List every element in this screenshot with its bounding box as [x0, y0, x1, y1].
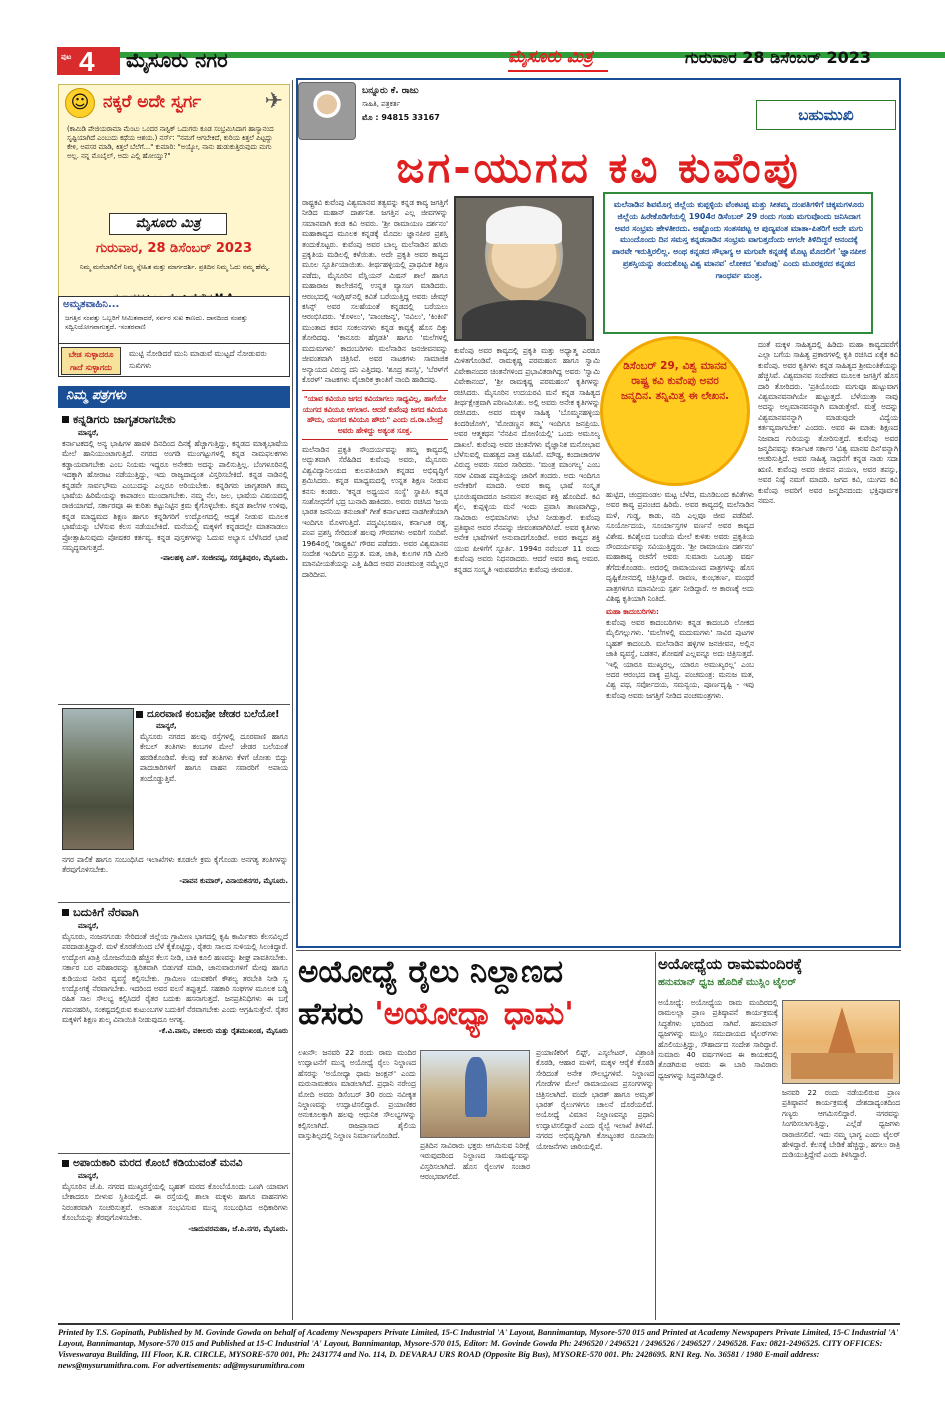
masthead-logo: ಮೈಸೂರು ಮಿತ್ರ — [508, 47, 593, 67]
rail-headline-line1: ಅಯೋಧ್ಯೆ ರೈಲು ನಿಲ್ದಾಣದ — [298, 954, 564, 990]
tile-column-1 — [658, 998, 778, 1081]
letter-title-text: ಕನ್ನಡಿಗರು ಜಾಗೃತರಾಗಬೇಕು — [73, 412, 176, 426]
column-divider — [655, 952, 656, 1320]
letter-body: ಮೈಸೂರು, ನಂಜನಗೂಡು ಸೇರಿದಂತೆ ಜಿಲ್ಲೆಯ ಗ್ರಾಮೀಣ ಭಾಗದಲ್ಲಿ ಕೃಷಿ ಕಾರ್ಮಿಕರು ಕೆಲಸವಿಲ್ಲದೆ ಪರದಾಡುತ್ತಿದ್ದಾರೆ. ಮಳೆ ಕೊರತೆಯಿಂದ ಬೆಳೆ ಕೈಕೊಟ್ಟಿದ್ದು, ರೈತರು ಸಾಲದ ಸುಳಿಯಲ್ಲಿ ಸಿಲುಕಿದ್ದಾರೆ. ಉದ್ಯೋಗ ಖಾತ್ರಿ ಯೋಜನೆಯಡಿ ಹೆಚ್ಚಿನ ಕೆಲಸ ನೀಡಿ, ಬಾಕಿ ಕೂಲಿ ಹಣವನ್ನು ಶೀಘ್ರ ಪಾವತಿಸಬೇಕು. ಸರ್ಕಾರ ಬರ ಪರಿಹಾರವನ್ನು ತ್ವರಿತವಾಗಿ ಬಿಡುಗಡೆ ಮಾಡಿ, ಜಾನುವಾರುಗಳಿಗೆ ಮೇವು ಹಾಗೂ ಕುಡಿಯುವ ನೀರಿನ ವ್ಯವಸ್ಥೆ ಕಲ್ಪಿಸಬೇಕು. ಗ್ರಾಮೀಣ ಯುವಕರಿಗೆ ಕೌಶಲ್ಯ ತರಬೇತಿ ನೀಡಿ ಸ್ವ ಉದ್ಯೋಗಕ್ಕೆ ನೆರವಾಗಬೇಕು. ಇದರಿಂದ ಅವರ ವಲಸೆ ತಪ್ಪುತ್ತದೆ. ಸಹಕಾರಿ ಸಂಘಗಳ ಮೂಲಕ ಬಡ್ಡಿ ರಹಿತ ಸಾಲ ಸೌಲಭ್ಯ ಕಲ್ಪಿಸಿದರೆ ರೈತರ ಬದುಕು ಹಸನಾಗುತ್ತದೆ. ಜನಪ್ರತಿನಿಧಿಗಳು ಈ ಬಗ್ಗೆ ಗಮನಹರಿಸಿ, ಸಂಕಷ್ಟದಲ್ಲಿರುವ ಕುಟುಂಬಗಳ ಬದುಕಿಗೆ ನೆರವಾಗಬೇಕು ಎಂದು ಆಗ್ರಹಿಸುತ್ತೇನೆ. ರೈತರ ಮಕ್ಕಳಿಗೆ ಶಿಕ್ಷಣ ಶುಲ್ಕ ವಿನಾಯಿತಿ ನೀಡುವುದೂ ಅಗತ್ಯ. — [62, 932, 288, 1025]
letter-body: ಮೈಸೂರು ನಗರದ ಹಲವು ರಸ್ತೆಗಳಲ್ಲಿ ದೂರವಾಣಿ ಹಾಗೂ ಕೇಬಲ್ ತಂತಿಗಳು ಕಂಬಗಳ ಮೇಲೆ ಜೇಡರ ಬಲೆಯಂತೆ ಹರಡಿಕೊಂಡಿವೆ. ಕೆಲವು ಕಡೆ ತಂತಿಗಳು ಕೆಳಗೆ ಜೋತು ಬಿದ್ದು ಪಾದಚಾರಿಗಳಿಗೆ ಹಾಗೂ ವಾಹನ ಸವಾರರಿಗೆ ಅಪಾಯ ತಂದೊಡ್ಡುತ್ತಿವೆ. — [140, 732, 288, 783]
letter-body: ಕರ್ನಾಟಕದಲ್ಲಿ ಅನ್ಯ ಭಾಷಿಗಳ ಹಾವಳಿ ದಿನದಿಂದ ದಿನಕ್ಕೆ ಹೆಚ್ಚಾಗುತ್ತಿದ್ದು, ಕನ್ನಡದ ಮಾತೃಭಾಷೆಯ ಮೇಲೆ ಹಾನಿಯುಂಟಾಗುತ್ತಿದೆ. ನಗರದ ಅಂಗಡಿ ಮುಂಗಟ್ಟುಗಳಲ್ಲಿ ಕನ್ನಡ ನಾಮಫಲಕಗಳು ಕಡ್ಡಾಯವಾಗಬೇಕು ಎಂಬ ನಿಯಮ ಇದ್ದರೂ ಅನೇಕರು ಅದನ್ನು ಪಾಲಿಸುತ್ತಿಲ್ಲ. ಬೆಂಗಳೂರಿನಲ್ಲಿ ಇದಕ್ಕಾಗಿ ಹೋರಾಟ ನಡೆಯುತ್ತಿದ್ದು, ಇದು ರಾಜ್ಯದಾದ್ಯಂತ ವಿಸ್ತರಿಸಬೇಕಿದೆ. ಕನ್ನಡ ನಾಡಿನಲ್ಲಿ ಕನ್ನಡವೇ ಸಾರ್ವಭೌಮ ಎಂಬುದನ್ನು ಎಲ್ಲರೂ ಅರಿಯಬೇಕು. ಕನ್ನಡಿಗರು ಜಾಗೃತರಾಗಿ ತಮ್ಮ ಭಾಷೆಯ ಹಿರಿಮೆಯನ್ನು ಕಾಪಾಡಲು ಮುಂದಾಗಬೇಕು. ನಮ್ಮ ನೆಲ, ಜಲ, ಭಾಷೆಯ ವಿಷಯದಲ್ಲಿ ರಾಜಿಯಾಗದೆ, ಸರ್ಕಾರವೂ ಈ ಕುರಿತು ಕಟ್ಟುನಿಟ್ಟಿನ ಕ್ರಮ ಕೈಗೊಳ್ಳಬೇಕು. ಕನ್ನಡ ಶಾಲೆಗಳ ಉಳಿವು, ಕನ್ನಡ ಮಾಧ್ಯಮದ ಶಿಕ್ಷಣ ಹಾಗೂ ಕನ್ನಡಿಗರಿಗೆ ಉದ್ಯೋಗದಲ್ಲಿ ಆದ್ಯತೆ ನೀಡುವ ಮೂಲಕ ಭಾಷೆಯನ್ನು ಬೆಳೆಸುವ ಕೆಲಸ ನಡೆಯಬೇಕಿದೆ. ಮನೆಯಲ್ಲಿ ಮಕ್ಕಳಿಗೆ ಕನ್ನಡದಲ್ಲೇ ಮಾತನಾಡಲು ಪ್ರೋತ್ಸಾಹಿಸುವುದು ಪೋಷಕರ ಕರ್ತವ್ಯ. ಕನ್ನಡ ಪುಸ್ತಕಗಳನ್ನು ಓದುವ ಅಭ್ಯಾಸ ಬೆಳೆಸಿದರೆ ಭಾಷೆ ಸಮೃದ್ಧವಾಗುತ್ತದೆ. — [62, 439, 288, 553]
mini-masthead-date: ಗುರುವಾರ, 28 ಡಿಸೆಂಬರ್ 2023 — [95, 241, 253, 256]
rail-column-1 — [298, 1048, 416, 1142]
feature-column-2 — [454, 346, 600, 575]
letter-title — [136, 709, 288, 720]
letter-item — [140, 709, 288, 784]
letter-title — [62, 412, 288, 427]
proverb-text: ಮುಟ್ಟಿ ನೋಡಿದರೆ ಮುನಿ ಮಾಡುವೆ ಮುಟ್ಟದೆ ನೋಡುವರು ಸುಖಿಗಳು — [129, 349, 267, 370]
feature-text: ಹುಟ್ಟಿದ, ಚಂದ್ರಮಂಡಲ ಮಟ್ಟ ಬೆಳೆದ, ಮೂಡಿಬಂದ ಕವಿತೆಗಳು ಅವರ ಕಾವ್ಯ ಪ್ರಪಂಚದ ಹಿರಿಮೆ. ಅವರ ಕಾವ್ಯದಲ್ಲಿ ಮಲೆನಾಡಿನ ಮಳೆ, ಗುಡ್ಡ, ಕಾಡು, ನದಿ ಎಲ್ಲವೂ ಜೀವ ಪಡೆದಿವೆ. ಸೂರ್ಯೋದಯ, ಸೂರ್ಯಾಸ್ತಗಳ ವರ್ಣನೆ ಅವರ ಕಾವ್ಯದ ವಿಶೇಷ. ಕವಿಶೈಲದ ಬಂಡೆಯ ಮೇಲೆ ಕುಳಿತು ಅವರು ಪ್ರಕೃತಿಯ ಸೌಂದರ್ಯವನ್ನು ಸವಿಯುತ್ತಿದ್ದರು. 'ಶ್ರೀ ರಾಮಾಯಣ ದರ್ಶನಂ' ಮಹಾಕಾವ್ಯ ರಚನೆಗೆ ಅವರು ಸುಮಾರು ಒಂಬತ್ತು ವರ್ಷ ತೆಗೆದುಕೊಂಡರು. ಅದರಲ್ಲಿ ರಾಮಾಯಣದ ಪಾತ್ರಗಳನ್ನು ಹೊಸ ದೃಷ್ಟಿಕೋನದಲ್ಲಿ ಚಿತ್ರಿಸಿದ್ದಾರೆ. ರಾವಣ, ಕುಂಭಕರ್ಣ, ಮಂಥರೆ ಪಾತ್ರಗಳಿಗೂ ಮಾನವೀಯ ಸ್ಪರ್ಶ ನೀಡಿದ್ದಾರೆ. ಆ ಕಾರಣಕ್ಕೆ ಅದು ವಿಶಿಷ್ಟ ಕೃತಿಯಾಗಿ ನಿಂತಿದೆ. — [606, 490, 754, 604]
rail-column-2 — [420, 1141, 530, 1183]
author-role: ಸಾಹಿತಿ, ಪತ್ರಕರ್ತ — [362, 100, 401, 108]
tile-subhead: ಹನುಮಾನ್ ಧ್ವಜ ಹೊದಿಕೆ ಮುಸ್ಲಿಂ ಟೈಲರ್ — [658, 977, 797, 988]
rail-text: ಪ್ರಯಾಣಿಕರಿಗೆ ಲಿಫ್ಟ್, ಎಸ್ಕಲೇಟರ್, ವಿಶ್ರಾಂತಿ ಕೊಠಡಿ, ಆಹಾರ ಮಳಿಗೆ, ಮಕ್ಕಳ ಆರೈಕೆ ಕೊಠಡಿ ಸೇರಿದಂತೆ ಅನೇಕ ಸೌಲಭ್ಯಗಳಿವೆ. ನಿಲ್ದಾಣದ ಗೋಡೆಗಳ ಮೇಲೆ ರಾಮಾಯಣದ ಪ್ರಸಂಗಗಳನ್ನು ಚಿತ್ರಿಸಲಾಗಿದೆ. ವಂದೇ ಭಾರತ್ ಹಾಗೂ ಅಮೃತ್ ಭಾರತ್ ರೈಲುಗಳಿಗೂ ಚಾಲನೆ ದೊರೆಯಲಿದೆ. ಅಯೋಧ್ಯೆ ವಿಮಾನ ನಿಲ್ದಾಣವನ್ನೂ ಪ್ರಧಾನಿ ಉದ್ಘಾಟಿಸಲಿದ್ದಾರೆ ಎಂದು ರೈಲ್ವೆ ಇಲಾಖೆ ತಿಳಿಸಿದೆ. ನಗರದ ಅಭಿವೃದ್ಧಿಗಾಗಿ ಕೋಟ್ಯಂತರ ರೂಪಾಯಿ ಯೋಜನೆಗಳು ಜಾರಿಯಲ್ಲಿವೆ. — [536, 1048, 654, 1151]
feature-text: ರಾಷ್ಟ್ರಕವಿ ಕುವೆಂಪು ವಿಶ್ವಮಾನವ ತತ್ವವನ್ನು ಕನ್ನಡ ಕಾವ್ಯ ಜಗತ್ತಿಗೆ ನೀಡಿದ ಮಹಾನ್ ದಾರ್ಶನಿಕ. ಜಗತ್ತಿನ ಎಲ್ಲ ಜೀವಗಳನ್ನು ಸಮಾನವಾಗಿ ಕಂಡ ಕವಿ ಅವರು. 'ಶ್ರೀ ರಾಮಾಯಣ ದರ್ಶನಂ' ಮಹಾಕಾವ್ಯದ ಮೂಲಕ ಕನ್ನಡಕ್ಕೆ ಮೊದಲ ಜ್ಞಾನಪೀಠ ಪ್ರಶಸ್ತಿ ತಂದುಕೊಟ್ಟರು. ಕುವೆಂಪು ಅವರ ಬಾಲ್ಯ ಮಲೆನಾಡಿನ ಹಸಿರು ಪ್ರಕೃತಿಯ ಮಡಿಲಲ್ಲಿ ಕಳೆಯಿತು. ಅದೇ ಪ್ರಕೃತಿ ಅವರ ಕಾವ್ಯದ ಮೂಲ ಸ್ಫೂರ್ತಿಯಾಯಿತು. ತೀರ್ಥಹಳ್ಳಿಯಲ್ಲಿ ಪ್ರಾಥಮಿಕ ಶಿಕ್ಷಣ ಪಡೆದು, ಮೈಸೂರಿನ ವೆಸ್ಲಿಯನ್ ಮಿಷನ್ ಶಾಲೆ ಹಾಗೂ ಮಹಾರಾಜ ಕಾಲೇಜಿನಲ್ಲಿ ಉನ್ನತ ವ್ಯಾಸಂಗ ಮಾಡಿದರು. ಆರಂಭದಲ್ಲಿ ಇಂಗ್ಲಿಷ್‌ನಲ್ಲಿ ಕವಿತೆ ಬರೆಯುತ್ತಿದ್ದ ಅವರು ಜೇಮ್ಸ್ ಕಸಿನ್ಸ್ ಅವರ ಸಲಹೆಯಂತೆ ಕನ್ನಡದಲ್ಲಿ ಬರೆಯಲು ಆರಂಭಿಸಿದರು. 'ಕೊಳಲು', 'ಪಾಂಚಜನ್ಯ', 'ನವಿಲು', 'ಕಿಂಕಿಣಿ' ಮುಂತಾದ ಕವನ ಸಂಕಲನಗಳು ಕನ್ನಡ ಕಾವ್ಯಕ್ಕೆ ಹೊಸ ದಿಕ್ಕು ತೋರಿದವು. 'ಕಾನೂರು ಹೆಗ್ಗಡತಿ' ಹಾಗೂ 'ಮಲೆಗಳಲ್ಲಿ ಮದುಮಗಳು' ಕಾದಂಬರಿಗಳು ಮಲೆನಾಡಿನ ಜನಜೀವನವನ್ನು ಜೀವಂತವಾಗಿ ಚಿತ್ರಿಸಿವೆ. ಅವರ ನಾಟಕಗಳು ಸಾಮಾಜಿಕ ಅನ್ಯಾಯದ ವಿರುದ್ಧ ದನಿ ಎತ್ತಿದವು. 'ಶೂದ್ರ ತಪಸ್ವಿ', 'ಬೆರಳ್‌ಗೆ ಕೊರಳ್' ನಾಟಕಗಳು ವೈಚಾರಿಕ ಕ್ರಾಂತಿಗೆ ನಾಂದಿ ಹಾಡಿದವು. — [302, 198, 448, 384]
laughing-face-icon: ☺ — [65, 88, 95, 118]
letter-signature: -ಪಾಲಹಳ್ಳಿ ಎಸ್. ಸಂಜೀವಪ್ಪ, ಸರಸ್ವತಿಪುರಂ, ಮೈಸೂರು. — [160, 554, 288, 563]
humor-title-bar — [63, 87, 285, 123]
author-name: ಬನ್ನೂರು ಕೆ. ರಾಜು — [362, 86, 419, 96]
feature-column-1 — [302, 198, 448, 580]
humor-title: ನಕ್ಕರೆ ಅದೇ ಸ್ವರ್ಗ — [103, 92, 202, 112]
letter-salutation: ಮಾನ್ಯರೆ, — [78, 429, 99, 437]
tile-headline: ಅಯೋಧ್ಯೆಯ ರಾಮಮಂದಿರಕ್ಕೆ — [658, 955, 803, 973]
divider — [58, 1153, 290, 1154]
letter-salutation: ಮಾನ್ಯರೆ, — [156, 722, 177, 730]
rail-text: ಲಖನೌ: ಜನವರಿ 22 ರಂದು ರಾಮ ಮಂದಿರ ಉದ್ಘಾಟನೆಗೆ ಮುನ್ನ ಅಯೋಧ್ಯೆ ರೈಲು ನಿಲ್ದಾಣದ ಹೆಸರನ್ನು 'ಅಯೋಧ್ಯಾ ಧಾಮ ಜಂಕ್ಷನ್' ಎಂದು ಮರುನಾಮಕರಣ ಮಾಡಲಾಗಿದೆ. ಪ್ರಧಾನಿ ನರೇಂದ್ರ ಮೋದಿ ಅವರು ಡಿಸೆಂಬರ್ 30 ರಂದು ನವೀಕೃತ ನಿಲ್ದಾಣವನ್ನು ಉದ್ಘಾಟಿಸಲಿದ್ದಾರೆ. ಪ್ರಯಾಣಿಕರ ಅನುಕೂಲಕ್ಕಾಗಿ ಹಲವು ಆಧುನಿಕ ಸೌಲಭ್ಯಗಳನ್ನು ಕಲ್ಪಿಸಲಾಗಿದೆ. ರಾಜಪ್ರಾಸಾದ ಶೈಲಿಯ ವಾಸ್ತುಶಿಲ್ಪದಲ್ಲಿ ನಿಲ್ದಾಣ ನಿರ್ಮಾಣಗೊಂಡಿದೆ. — [298, 1048, 416, 1141]
tile-text: ಜನವರಿ 22 ರಂದು ನಡೆಯಲಿರುವ ಪ್ರಾಣ ಪ್ರತಿಷ್ಠಾಪನೆ ಕಾರ್ಯಕ್ರಮಕ್ಕೆ ದೇಶದಾದ್ಯಂತದಿಂದ ಗಣ್ಯರು ಆಗಮಿಸಲಿದ್ದಾರೆ. ನಗರವನ್ನು ಸಿಂಗರಿಸಲಾಗುತ್ತಿದ್ದು, ಎಲ್ಲೆಡೆ ಧ್ವಜಗಳು ರಾರಾಜಿಸಲಿವೆ. ಇದು ನಮ್ಮ ಭಾಗ್ಯ ಎಂದು ಟೈಲರ್ ಹೇಳಿದ್ದಾರೆ. ಕೆಲಸಕ್ಕೆ ಬೇಡಿಕೆ ಹೆಚ್ಚಿದ್ದು, ಹಗಲು ರಾತ್ರಿ ದುಡಿಯುತ್ತಿದ್ದೇವೆ ಎಂದು ತಿಳಿಸಿದ್ದಾರೆ. — [782, 1088, 900, 1160]
divider — [58, 902, 290, 903]
section-tag: ಬಹುಮುಖಿ — [756, 100, 896, 130]
letter-signature: -ಕೆ.ವಿ.ವಾಸು, ವಕೀಲರು ಮತ್ತು ರೈತಮುಖಂಡ, ಮೈಸೂರು — [158, 1026, 288, 1035]
letter-item — [62, 412, 288, 563]
letter-item — [62, 905, 288, 1036]
rail-text: ಪ್ರತಿದಿನ ಸಾವಿರಾರು ಭಕ್ತರು ಆಗಮಿಸುವ ನಿರೀಕ್ಷೆ ಇರುವುದರಿಂದ ನಿಲ್ದಾಣದ ಸಾಮರ್ಥ್ಯವನ್ನು ವಿಸ್ತರಿಸಲಾಗಿದೆ. ಹೊಸ ರೈಲುಗಳ ಸಂಚಾರ ಆರಂಭವಾಗಲಿದೆ. — [420, 1141, 530, 1182]
rail-headline-line2 — [298, 994, 663, 1034]
telephone-pole-photo — [62, 708, 134, 850]
portrait-hair — [486, 206, 562, 244]
proverb-box — [58, 343, 290, 377]
feature-headline: ಜಗ-ಯುಗದ ಕವಿ ಕುವೆಂಪು — [396, 143, 801, 192]
letter-signature: -ಪಾವನ ಕುಮಾರ್, ವಿನಾಯಕನಗರ, ಮೈಸೂರು. — [179, 876, 288, 885]
feature-column-4 — [758, 340, 898, 507]
column-divider — [292, 80, 293, 1320]
cartoon-figure-icon: ✈ — [264, 89, 283, 114]
temple-spire — [827, 1007, 857, 1057]
humor-joke: (ಕಾಮಿಡಿ ಪೇಜಿಯರಾಮಾ ಮೆಂಟು ಒಂದರ ನಾಸ್ಟಿಕ್ ಒದುಗರು ಕೂಡ ಸಂಭ್ರಮಿಸಿದಾಗ ಹಾಸ್ಯಾನಂದ ಸೃಷ್ಟಿಯಾಗಿದೆ ಎಂಬುದು ಕಥೆಯ ಆಶಯ.) ನರ್ಸ್: "ನಮಗೆ ಆಗಬೇಕಿದೆ, ಕುರಿಯ ಕಿತ್ತಲೆ ಪಿಟ್ಟದ್ದು ಕೇಳಿ, ಅವಸರ ಮಾಡಿ, ಕಿತ್ತಲೆ ಬೆಲೆಗೆ..." ಕುಮಾರಿ: "ಅಯ್ಯೋ, ನಾನು ಹುಡುಕುತ್ತಿರುವುದು ಮಗು ಅಲ್ಲ. ನನ್ನ ಮೊಬೈಲ್, ಅದು ಎಲ್ಲಿ ಹೋಯ್ತು?" — [67, 125, 274, 160]
callout-text: ಡಿಸೆಂಬರ್ 29, ವಿಶ್ವ ಮಾನವ ರಾಷ್ಟ್ರ ಕವಿ ಕುವೆಂಪು ಅವರ ಜನ್ಮದಿನ. ತನ್ನಿಮಿತ್ತ ಈ ಲೇಖನ. — [620, 360, 730, 402]
temple-photo — [782, 1000, 900, 1084]
issue-date: ಗುರುವಾರ 28 ಡಿಸೆಂಬರ್ 2023 — [685, 48, 871, 67]
feature-column-3 — [606, 490, 754, 701]
quote-title: ಅಮೃತವಾಹಿನಿ... — [63, 299, 120, 310]
mini-masthead: ಮೈಸೂರು ಮಿತ್ರ — [109, 213, 227, 235]
feature-subhead: ಮಹಾ ಕಾದಂಬರಿಗಳು: — [606, 607, 659, 617]
page-number: 4 — [79, 46, 95, 77]
letter-title-text: ದೂರವಾಣಿ ಕಂಬವೋ ಜೇಡರ ಬಲೆಯೋ! — [147, 709, 280, 720]
divider — [58, 704, 290, 705]
letter-signature: -ಜಾದುವರಮಹಾ, ಜೆ.ಪಿ.ನಗರ, ಮೈಸೂರು. — [188, 1224, 288, 1233]
feature-intro-box — [603, 192, 873, 334]
letter-title — [62, 1157, 288, 1170]
letter-title-text: ಅಪಾಯಕಾರಿ ಮರದ ಕೊಂಬೆ ಕಡಿಯುವಂತೆ ಮನವಿ — [73, 1157, 243, 1169]
page-number-badge — [57, 47, 120, 75]
birthday-callout — [600, 336, 750, 486]
bullet-square-icon — [62, 909, 69, 916]
feature-intro-text: ಮಲೆನಾಡಿನ ಶಿವಮೊಗ್ಗ ಜಿಲ್ಲೆಯ ಕುಪ್ಪಳ್ಳಿಯ ವೆಂಕಟಪ್ಪ ಮತ್ತು ಸೀತಮ್ಮ ದಂಪತಿಗಳಿಗೆ ಚಿಕ್ಕಮಗಳೂರು ಜಿಲ್ಲೆಯ ಹಿರೇಕೊಡಿಗೆಯಲ್ಲಿ 1904ರ ಡಿಸೆಂಬರ್ 29 ರಂದು ಗಂಡು ಮಗುವೊಂದು ಜನಿಸಿದಾಗ ಅವರ ಸಂಭ್ರಮ ಹೇಳತೀರದು. ಅಷ್ಟೊಂದು ಸಂತಸಪಟ್ಟ ಆ ಪುಣ್ಯವಂತ ಮಾತಾ-ಪಿತರಿಗೆ ಅದೇ ಮಗು ಮುಂದೊಂದು ದಿನ ಸಮಸ್ತ ಕನ್ನಡನಾಡಿನ ಸಂಭ್ರಮ ವಾಗುತ್ತದೆಂದು ಆಗಲೇ ತಿಳಿದಿದ್ದರೆ ಆನಂದಕ್ಕೆ ಪಾರವೇ ಇರುತ್ತಿರಲಿಲ್ಲ. ಅಂಥ ಕನ್ನಡದ ಸೌಭಾಗ್ಯ ಆ ಮಗುವೇ ಕನ್ನಡಕ್ಕೆ ಮೊಟ್ಟ ಮೊದಲಿಗೆ 'ಜ್ಞಾನಪೀಠ ಪ್ರಶಸ್ತಿಯನ್ನು ತಂದುಕೊಟ್ಟ ವಿಶ್ವ ಮಾನವ' ಲೋಕದ 'ಕುವೆಂಪು' ಎಂದು ಮೂರಕ್ಷರದ ಕನ್ನಡದ ಗಾಂಧರ್ವ ಮಂತ್ರ. — [612, 200, 866, 280]
tile-column-2 — [782, 1088, 900, 1161]
mini-masthead-info: ನಿಮ್ಮ ಮನೆಬಾಗಿಲಿಗೆ ನಿಮ್ಮ ಸ್ನೇಹಿತ ಮತ್ತು ಮಾರ್ಗದರ್ಶಿ. ಪ್ರತಿದಿನ ನಿಮ್ಮ ಓದು ನಮ್ಮ ಹೆಮ್ಮೆ. — [79, 263, 270, 271]
tile-text: ಅಯೋಧ್ಯೆ: ಅಯೋಧ್ಯೆಯ ರಾಮ ಮಂದಿರದಲ್ಲಿ ರಾಮಲಲ್ಲಾ ಪ್ರಾಣ ಪ್ರತಿಷ್ಠಾಪನೆ ಕಾರ್ಯಕ್ರಮಕ್ಕೆ ಸಿದ್ಧತೆಗಳು ಭರದಿಂದ ಸಾಗಿವೆ. ಹನುಮಾನ್ ಧ್ವಜಗಳನ್ನು ಮುಸ್ಲಿಂ ಸಮುದಾಯದ ಟೈಲರ್‌ಗಳು ಹೊಲಿಯುತ್ತಿದ್ದು, ಸೌಹಾರ್ದದ ಸಂದೇಶ ಸಾರಿದ್ದಾರೆ. ಸುಮಾರು 40 ವರ್ಷಗಳಿಂದ ಈ ಕಾಯಕದಲ್ಲಿ ತೊಡಗಿರುವ ಅವರು ಈ ಬಾರಿ ಸಾವಿರಾರು ಧ್ವಜಗಳನ್ನು ಸಿದ್ಧಪಡಿಸಿದ್ದಾರೆ. — [658, 998, 778, 1080]
rail-headline-red: 'ಅಯೋಧ್ಯಾ ಧಾಮ' — [374, 996, 574, 1032]
statue-figure — [465, 1057, 487, 1117]
temple-base — [791, 1053, 893, 1079]
letter-salutation: ಮಾನ್ಯರೆ, — [78, 1172, 99, 1180]
bullet-square-icon — [62, 416, 69, 423]
feature-text: ದಂತೆ ಮಕ್ಕಳ ಸಾಹಿತ್ಯದಲ್ಲಿ ಹಿಡಿದು ಮಹಾ ಕಾವ್ಯದವರೆಗೆ ಎಲ್ಲಾ ಬಗೆಯ ಸಾಹಿತ್ಯ ಪ್ರಕಾರಗಳಲ್ಲಿ ಕೃತಿ ರಚಿಸಿದ ಏಕೈಕ ಕವಿ ಕುವೆಂಪು. ಅವರ ಕೃತಿಗಳು ಕನ್ನಡ ಸಾಹಿತ್ಯದ ಶ್ರೀಮಂತಿಕೆಯನ್ನು ಹೆಚ್ಚಿಸಿವೆ. ವಿಶ್ವಮಾನವ ಸಂದೇಶದ ಮೂಲಕ ಜಗತ್ತಿಗೆ ಹೊಸ ದಾರಿ ತೋರಿದರು. 'ಪ್ರತಿಯೊಂದು ಮಗುವೂ ಹುಟ್ಟುವಾಗ ವಿಶ್ವಮಾನವನಾಗಿಯೇ ಹುಟ್ಟುತ್ತದೆ. ಬೆಳೆಯುತ್ತಾ ನಾವು ಅದನ್ನು ಅಲ್ಪಮಾನವನನ್ನಾಗಿ ಮಾಡುತ್ತೇವೆ. ಮತ್ತೆ ಅದನ್ನು ವಿಶ್ವಮಾನವನನ್ನಾಗಿ ಮಾಡುವುದೇ ವಿದ್ಯೆಯ ಕರ್ತವ್ಯವಾಗಬೇಕು' ಎಂದರು. ಅವರ ಈ ಮಾತು ಶಿಕ್ಷಣದ ನಿಜವಾದ ಗುರಿಯನ್ನು ತೋರಿಸುತ್ತದೆ. ಕುವೆಂಪು ಅವರ ಜನ್ಮದಿನವನ್ನು ಕರ್ನಾಟಕ ಸರ್ಕಾರ 'ವಿಶ್ವ ಮಾನವ ದಿನ'ವನ್ನಾಗಿ ಆಚರಿಸುತ್ತಿದೆ. ಅವರ ಸಾಹಿತ್ಯ ಸಾಧನೆಗೆ ಕನ್ನಡ ನಾಡು ಸದಾ ಋಣಿ. ಕುವೆಂಪು ಅವರ ಜೀವನ ಪಯಣ, ಅವರ ತಪಸ್ಸು, ಅವರ ನಿಷ್ಠೆ ನಮಗೆ ಮಾದರಿ. ಜಗದ ಕವಿ, ಯುಗದ ಕವಿ ಕುವೆಂಪು ಅವರಿಗೆ ಅವರ ಜನ್ಮದಿನದಂದು ಭಕ್ತಿಪೂರ್ವಕ ನಮನ. — [758, 340, 898, 506]
portrait-body — [462, 300, 586, 340]
imprint-footer: Printed by T.S. Gopinath, Published by M. Govinde Gowda on behalf of Academy Newspapers Private Limited, 15-C Industrial 'A' Layout, Bannimantap, Mysore-570 015 and Printed at Academy Newspapers Private Limited, 15-C Industrial 'A' Layout, Bannimantap, Mysore-570 015 and Published at 15-C Industrial 'A' Layout, Bannimantap, Mysore-570 015, Editor: M. Govinde Gowda Ph: 2496520 / 2496521 / 2496526 / 2496527 / 2496528. Fax: 0821-2496525. CITY OFFICES: Visveswaraya Building, III Floor, K.R. CIRCLE, MYSORE-570 001, Ph: 2431774 and No. 114, D. DEVARAJ URS ROAD (Opposite Big Bus), MYSORE-570 001. Ph: 2428695. RNI Reg. No. 36581 / 1980 E-mail address: news@mysurumithra.com. For advertisements: ad@mysurumithra.com — [58, 1328, 899, 1370]
bullet-square-icon — [136, 711, 143, 718]
letter-continuation — [62, 855, 288, 886]
author-photo — [298, 82, 356, 140]
footer-rule — [58, 1323, 900, 1325]
feature-text: ಮಲೆನಾಡಿನ ಪ್ರಕೃತಿ ಸೌಂದರ್ಯವನ್ನು ತಮ್ಮ ಕಾವ್ಯದಲ್ಲಿ ಅದ್ಭುತವಾಗಿ ಸೆರೆಹಿಡಿದ ಕುವೆಂಪು ಅವರು, ಮೈಸೂರು ವಿಶ್ವವಿದ್ಯಾನಿಲಯದ ಕುಲಪತಿಯಾಗಿ ಕನ್ನಡದ ಅಭಿವೃದ್ಧಿಗೆ ಶ್ರಮಿಸಿದರು. ಕನ್ನಡ ಮಾಧ್ಯಮದಲ್ಲಿ ಉನ್ನತ ಶಿಕ್ಷಣ ನೀಡುವ ಕನಸು ಕಂಡರು. 'ಕನ್ನಡ ಅಧ್ಯಯನ ಸಂಸ್ಥೆ' ಸ್ಥಾಪಿಸಿ ಕನ್ನಡ ಸಂಶೋಧನೆಗೆ ಭದ್ರ ಬುನಾದಿ ಹಾಕಿದರು. ಅವರು ರಚಿಸಿದ 'ಜಯ ಭಾರತ ಜನನಿಯ ತನುಜಾತೆ' ಗೀತೆ ಕರ್ನಾಟಕದ ನಾಡಗೀತೆಯಾಗಿ ಇಂದಿಗೂ ಮೊಳಗುತ್ತಿದೆ. ಪದ್ಮವಿಭೂಷಣ, ಕರ್ನಾಟಕ ರತ್ನ, ಪಂಪ ಪ್ರಶಸ್ತಿ ಸೇರಿದಂತೆ ಹಲವು ಗೌರವಗಳು ಅವರಿಗೆ ಸಂದಿವೆ. 1964ರಲ್ಲಿ 'ರಾಷ್ಟ್ರಕವಿ' ಗೌರವ ಪಡೆದರು. ಅವರ ವಿಶ್ವಮಾನವ ಸಂದೇಶ ಇಂದಿಗೂ ಪ್ರಸ್ತುತ. ಮತ, ಜಾತಿ, ಕುಲಗಳ ಗಡಿ ಮೀರಿ ಮಾನವೀಯತೆಯನ್ನು ಎತ್ತಿ ಹಿಡಿದ ಅವರ ಪಂಚಮಂತ್ರ ನಮ್ಮೆಲ್ಲರ ದಾರಿದೀಪ. — [302, 444, 449, 579]
masthead-underline — [508, 70, 608, 72]
letters-banner — [58, 386, 290, 408]
feature-text: ಕುವೆಂಪು ಅವರ ಕಾದಂಬರಿಗಳು ಕನ್ನಡ ಕಾದಂಬರಿ ಲೋಕದ ಮೈಲಿಗಲ್ಲುಗಳು. 'ಮಲೆಗಳಲ್ಲಿ ಮದುಮಗಳು' ಸಾವಿರ ಪುಟಗಳ ಬೃಹತ್ ಕಾದಂಬರಿ. ಮಲೆನಾಡಿನ ಹಳ್ಳಿಗಳ ಜನಜೀವನ, ಅಲ್ಲಿನ ಜಾತಿ ವ್ಯವಸ್ಥೆ, ಬಡತನ, ಶೋಷಣೆ ಎಲ್ಲವನ್ನೂ ಅದು ಚಿತ್ರಿಸುತ್ತದೆ. 'ಇಲ್ಲಿ ಯಾರೂ ಮುಖ್ಯರಲ್ಲ, ಯಾರೂ ಅಮುಖ್ಯರಲ್ಲ' ಎಂಬ ಅದರ ಆರಂಭದ ವಾಕ್ಯ ಪ್ರಸಿದ್ಧ. ಪಂಚಮಂತ್ರ: ಮನುಜ ಮತ, ವಿಶ್ವ ಪಥ, ಸರ್ವೋದಯ, ಸಮನ್ವಯ, ಪೂರ್ಣದೃಷ್ಟಿ - ಇವು ಕುವೆಂಪು ಅವರು ಜಗತ್ತಿಗೆ ನೀಡಿದ ಪಂಚಮಂತ್ರಗಳು. — [606, 617, 754, 700]
station-photo — [420, 1050, 530, 1138]
letter-salutation: ಮಾನ್ಯರೆ, — [78, 922, 99, 930]
letter-title — [62, 905, 288, 920]
feature-text: ಕುವೆಂಪು ಅವರ ಕಾವ್ಯದಲ್ಲಿ ಪ್ರಕೃತಿ ಮತ್ತು ಅಧ್ಯಾತ್ಮ ಎರಡೂ ಮಿಳಿತಗೊಂಡಿವೆ. ರಾಮಕೃಷ್ಣ ಪರಮಹಂಸ ಹಾಗೂ ಸ್ವಾಮಿ ವಿವೇಕಾನಂದರ ಚಿಂತನೆಗಳಿಂದ ಪ್ರಭಾವಿತರಾಗಿದ್ದ ಅವರು 'ಸ್ವಾಮಿ ವಿವೇಕಾನಂದ', 'ಶ್ರೀ ರಾಮಕೃಷ್ಣ ಪರಮಹಂಸ' ಕೃತಿಗಳನ್ನು ರಚಿಸಿದರು. ಮೈಸೂರಿನ ಉದಯರವಿ ಮನೆ ಕನ್ನಡ ಸಾಹಿತ್ಯದ ತೀರ್ಥಕ್ಷೇತ್ರವಾಗಿ ಪರಿಣಮಿಸಿತು. ಅಲ್ಲಿ ಅವರು ಅನೇಕ ಕೃತಿಗಳನ್ನು ರಚಿಸಿದರು. ಅವರ ಮಕ್ಕಳ ಸಾಹಿತ್ಯ 'ಬೊಮ್ಮನಹಳ್ಳಿಯ ಕಿಂದರಿಜೋಗಿ', 'ಮೋಡಣ್ಣನ ತಮ್ಮ' ಇಂದಿಗೂ ಜನಪ್ರಿಯ. ಅವರ ಆತ್ಮಕಥನ 'ನೆನಪಿನ ದೋಣಿಯಲ್ಲಿ' ಒಂದು ಅಮೂಲ್ಯ ದಾಖಲೆ. ಕುವೆಂಪು ಅವರ ಚಿಂತನೆಗಳು ವೈಜ್ಞಾನಿಕ ಮನೋಭಾವ ಬೆಳೆಸುವಲ್ಲಿ ಮಹತ್ವದ ಪಾತ್ರ ವಹಿಸಿವೆ. ಮೌಢ್ಯ, ಕಂದಾಚಾರಗಳ ವಿರುದ್ಧ ಅವರು ಸಮರ ಸಾರಿದರು. 'ಮಂತ್ರ ಮಾಂಗಲ್ಯ' ಎಂಬ ಸರಳ ವಿವಾಹ ಪದ್ಧತಿಯನ್ನು ಜಾರಿಗೆ ತಂದರು. ಅದು ಇಂದಿಗೂ ಅನೇಕರಿಗೆ ಮಾದರಿ. ಅವರ ಕಾವ್ಯ ಭಾಷೆ ಸಂಸ್ಕೃತ ಭೂಯಿಷ್ಠವಾದರೂ ಜನಮನ ತಲುಪುವ ಶಕ್ತಿ ಹೊಂದಿದೆ. ಕವಿ ಶೈಲ, ಕುಪ್ಪಳ್ಳಿಯ ಮನೆ ಇಂದು ಪ್ರವಾಸಿ ತಾಣವಾಗಿದ್ದು, ಸಾವಿರಾರು ಅಭಿಮಾನಿಗಳು ಭೇಟಿ ನೀಡುತ್ತಾರೆ. ಕುವೆಂಪು ಪ್ರತಿಷ್ಠಾನ ಅವರ ನೆನಪನ್ನು ಜೀವಂತವಾಗಿರಿಸಿದೆ. ಅವರ ಕೃತಿಗಳು ಅನೇಕ ಭಾಷೆಗಳಿಗೆ ಅನುವಾದಗೊಂಡಿವೆ. ಅವರ ಕಾವ್ಯದ ಶಕ್ತಿ ಯುವ ಪೀಳಿಗೆಗೆ ಸ್ಫೂರ್ತಿ. 1994ರ ನವೆಂಬರ್ 11 ರಂದು ಕುವೆಂಪು ಅವರು ನಿಧನರಾದರು. ಆದರೆ ಅವರ ಕಾವ್ಯ ಅಮರ. ಕನ್ನಡದ ಸಂಸ್ಕೃತಿ ಇರುವವರೆಗೂ ಕುವೆಂಪು ಜೀವಂತ. — [454, 346, 600, 574]
section-title: ಮೈಸೂರು ನಗರ — [126, 48, 228, 72]
rail-headline-plain: ಹೆಸರು — [298, 996, 375, 1032]
author-phone: ಮೊ : 94815 33167 — [362, 113, 440, 122]
bullet-square-icon — [62, 1160, 69, 1167]
divider — [296, 950, 901, 951]
rail-column-3 — [536, 1048, 654, 1152]
letter-title-text: ಬದುಕಿಗೆ ನೆರವಾಗಿ — [73, 905, 139, 919]
letters-banner-title: ನಿಮ್ಮ ಪತ್ರಗಳು — [66, 388, 126, 403]
page-label: ಪುಟ — [61, 53, 72, 61]
pull-quote: "ಯಾವ ಕವಿಯೂ ಜಗದ ಕವಿಯಾಗಲು ಸಾಧ್ಯವಿಲ್ಲ, ಹಾಗೆಯೇ ಯುಗದ ಕವಿಯೂ ಆಗಲಾರ. ಆದರೆ ಕುವೆಂಪು ಜಗದ ಕವಿಯೂ ಹೌದು, ಯುಗದ ಕವಿಯೂ ಹೌದು" ಎಂದು ದ.ರಾ.ಬೇಂದ್ರೆ ಅವರು ಹೇಳಿದ್ದು ಅತ್ಯಂತ ಸೂಕ್ತ. — [302, 390, 448, 440]
letter-body-continued: ನಗರ ಪಾಲಿಕೆ ಹಾಗೂ ಸಂಬಂಧಿಸಿದ ಇಲಾಖೆಗಳು ಕೂಡಲೇ ಕ್ರಮ ಕೈಗೊಂಡು ಅನಗತ್ಯ ತಂತಿಗಳನ್ನು ತೆರವುಗೊಳಿಸಬೇಕು. — [62, 855, 288, 875]
quote-text: ಜಗತ್ತಿನ ಸಂಪತ್ತು ಒಬ್ಬರಿಗೆ ಸೀಮಿತವಾದರೆ, ಸರ್ವರ ಸುಖ ಕಾಣದು. ದಾನದಿಂದ ಸಂಪತ್ತು ಸದ್ವಿನಿಯೋಗವಾಗುತ್ತದೆ. -ಸಂತರವಾಣಿ — [65, 314, 248, 331]
letter-body: ಮೈಸೂರಿನ ಜೆ.ಪಿ. ನಗರದ ಮುಖ್ಯರಸ್ತೆಯಲ್ಲಿ ಬೃಹತ್ ಮರದ ಕೊಂಬೆಯೊಂದು ಒಣಗಿ ಯಾವಾಗ ಬೇಕಾದರೂ ಬೀಳುವ ಸ್ಥಿತಿಯಲ್ಲಿದೆ. ಈ ರಸ್ತೆಯಲ್ಲಿ ಶಾಲಾ ಮಕ್ಕಳು ಹಾಗೂ ವಾಹನಗಳು ನಿರಂತರವಾಗಿ ಸಂಚರಿಸುತ್ತವೆ. ಅನಾಹುತ ಸಂಭವಿಸುವ ಮುನ್ನ ಸಂಬಂಧಿಸಿದ ಅಧಿಕಾರಿಗಳು ಕೊಂಬೆಯನ್ನು ತೆರವುಗೊಳಿಸಬೇಕು. — [62, 1182, 288, 1223]
proverb-label: ಬೇಡ ಸುಳ್ಳಾದರೂ ಗಾದೆ ಸುಳ್ಳಾಗದು — [61, 347, 121, 375]
letter-item — [62, 1157, 288, 1234]
